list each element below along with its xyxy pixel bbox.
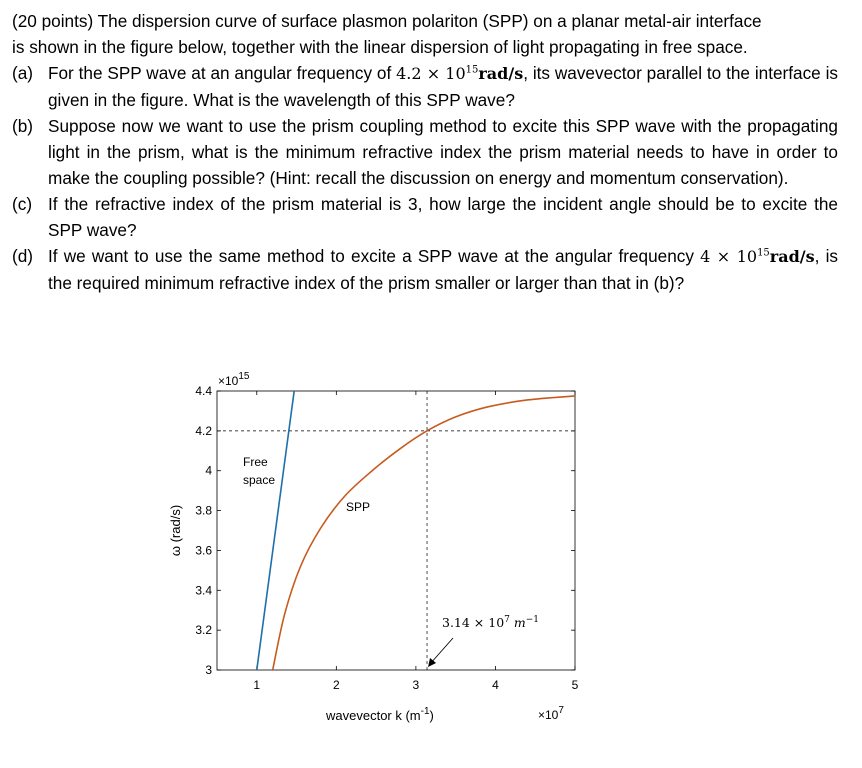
intro-line-1: (20 points) The dispersion curve of surface plasmon polariton (SPP) on a planar metal-air interface xyxy=(12,11,762,31)
x-axis-label: wavevector k $(m^{-1})$ xyxy=(326,706,434,723)
y-tick-label: 3 xyxy=(205,663,212,677)
dispersion-chart xyxy=(0,360,862,730)
x-tick-label: 2 xyxy=(332,678,340,692)
y-tick-label: 3.2 xyxy=(195,623,212,638)
y-axis-multiplier-exp: 15 xyxy=(238,371,250,382)
free-space-line xyxy=(257,391,294,670)
question-text-after: , its wavevector parallel to the interface is given in the figure. What is the wavelength of this SPP wave? xyxy=(48,63,839,110)
y-tick-label: 4.4 xyxy=(195,384,212,398)
x-tick-label: 3 xyxy=(412,678,420,692)
math-value: $4 \times 10^{15}rad/s$ xyxy=(700,247,815,266)
x-tick-label: 4 xyxy=(492,678,499,692)
question-label: (a) xyxy=(12,63,34,83)
intro-line-2: is shown in the figure below, together with the linear dispersion of light propagating in free space. xyxy=(12,37,748,57)
question-a xyxy=(12,60,838,113)
annotation-unit: m xyxy=(509,615,526,630)
annotation-arrowhead xyxy=(428,658,436,667)
x-tick-label: 5 xyxy=(571,678,579,692)
free-space-label: Free xyxy=(243,455,268,469)
x-axis-multiplier: $\times 10^7$ xyxy=(538,705,564,722)
question-text-after: , is the required minimum refractive index of the prism smaller or larger than that in (b)? xyxy=(48,246,839,293)
free-space-label-2: space xyxy=(243,473,276,487)
y-axis-label: ω (rad/s) xyxy=(168,504,183,557)
question-text: If the refractive index of the prism material is 3, how large the incident angle should be to excite the SPP wave? xyxy=(48,194,838,240)
x-tick-label: 1 xyxy=(253,678,261,692)
question-text: Suppose now we want to use the prism coupling method to excite this SPP wave with the propagating light in the prism, what is the minimum refractive index the prism material needs to have in order to make the coupling possible? (Hint: recall the discussion on energy and momentum conservation). xyxy=(48,116,838,188)
question-d xyxy=(12,243,838,296)
problem-statement xyxy=(12,8,838,296)
question-label: (d) xyxy=(12,246,34,266)
spp-curve xyxy=(273,396,575,670)
math-value: $4.2 \times 10^{15}rad/s$ xyxy=(396,64,524,83)
annotation-arrow xyxy=(430,638,453,664)
y-tick-label: 4 xyxy=(205,463,212,478)
question-text: For the SPP wave at an angular frequency of xyxy=(48,63,392,83)
annotation-unit-exp: −1 xyxy=(525,615,540,625)
question-label: (b) xyxy=(12,116,34,136)
y-tick-label: 3.6 xyxy=(195,543,212,558)
series-group xyxy=(257,391,575,670)
y-axis-multiplier: $\times 10^{15}$ xyxy=(218,371,250,388)
annotation-exp: 7 xyxy=(504,615,510,625)
x-axis-label-sup: -1 xyxy=(420,706,430,717)
y-tick-label: 3.8 xyxy=(195,503,212,518)
x-axis-label-end: ) xyxy=(429,708,434,723)
spp-label: SPP xyxy=(346,500,371,514)
y-tick-label: 3.4 xyxy=(195,583,212,598)
question-b xyxy=(12,113,838,191)
question-text: If we want to use the same method to excite a SPP wave at the angular frequency xyxy=(48,246,694,266)
question-c xyxy=(12,191,838,243)
x-axis-multiplier-exp: 7 xyxy=(558,705,564,716)
question-label: (c) xyxy=(12,194,33,214)
y-tick-label: 4.2 xyxy=(195,423,212,438)
annotation-k-value: $3.14 \times 10^7$ $m^{-1}$ xyxy=(442,615,540,630)
